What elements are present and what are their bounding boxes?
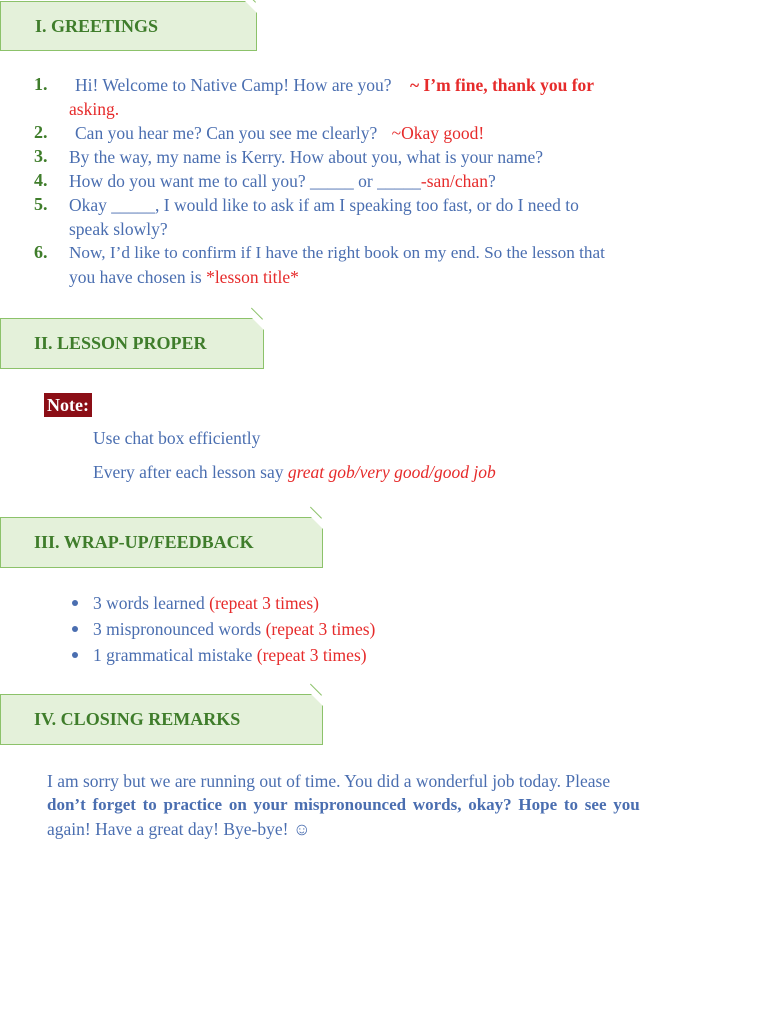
greeting-line-5: Okay _____, I would like to ask if am I speaking too fast, or do I need to [69,195,579,215]
greeting-text-end: ? [487,171,496,191]
note-label: Note: [44,393,92,417]
greeting-line-3: By the way, my name is Kerry. How about you, what is your name? [69,147,544,167]
section-header-wrapup [0,517,323,568]
greeting-line-6: Now, I’d like to confirm if I have the right book on my end. So the lesson that [69,243,605,262]
item-number: 6. [34,242,48,262]
lesson-text: Every after each lesson say [93,462,284,482]
greeting-text: How do you want me to call you? _____ or _____ [69,171,421,191]
wrapup-item [93,591,319,615]
item-number: 5. [34,194,48,214]
section-title: I. GREETINGS [35,15,159,36]
bullet-icon [72,652,78,658]
section-header-closing [0,694,323,745]
closing-line-1: I am sorry but we are running out of time. You did a wonderful job today. Please [47,771,611,791]
greeting-line-2 [75,121,484,145]
lesson-line-1: Use chat box efficiently [93,428,261,448]
wrapup-item [93,643,367,667]
greeting-line-1 [75,73,594,97]
bullet-icon [72,600,78,606]
repeat-note: (repeat 3 times) [265,619,376,639]
greeting-text: Can you hear me? Can you see me clearly? [75,123,378,143]
section-header-lesson-proper [0,318,264,369]
closing-line-2: don’t forget to practice on your mispronounced words, okay? Hope to see you [47,795,640,814]
greeting-reply: ~Okay good! [391,123,485,143]
section-header-greetings [0,1,257,51]
item-number: 3. [34,146,48,166]
greeting-line-6-cont [69,265,299,289]
repeat-note: (repeat 3 times) [256,645,367,665]
greeting-text: Hi! Welcome to Native Camp! How are you? [75,75,392,95]
lesson-title-placeholder: *lesson title* [206,267,299,287]
lesson-line-2 [93,460,496,484]
greeting-suffix: -san/chan [420,171,488,191]
greeting-reply: ~ I’m fine, thank you for [409,75,595,95]
wrapup-text: 3 words learned [93,593,205,613]
praise-phrases: great gob/very good/good job [287,462,496,482]
repeat-note: (repeat 3 times) [209,593,319,613]
greeting-line-4 [69,169,496,193]
section-title: III. WRAP-UP/FEEDBACK [34,532,254,552]
item-number: 1. [34,74,48,94]
greeting-line-1-cont: asking. [69,99,120,119]
section-title: IV. CLOSING REMARKS [34,709,241,729]
item-number: 4. [34,170,48,190]
greeting-line-5-cont: speak slowly? [69,219,168,239]
item-number: 2. [34,122,48,142]
wrapup-text: 3 mispronounced words [93,619,262,639]
section-title: II. LESSON PROPER [34,333,207,353]
wrapup-text: 1 grammatical mistake [93,645,253,665]
greeting-text: you have chosen is [69,267,202,287]
wrapup-item [93,617,375,641]
closing-line-3: again! Have a great day! Bye-bye! ☺ [47,819,311,839]
bullet-icon [72,626,78,632]
